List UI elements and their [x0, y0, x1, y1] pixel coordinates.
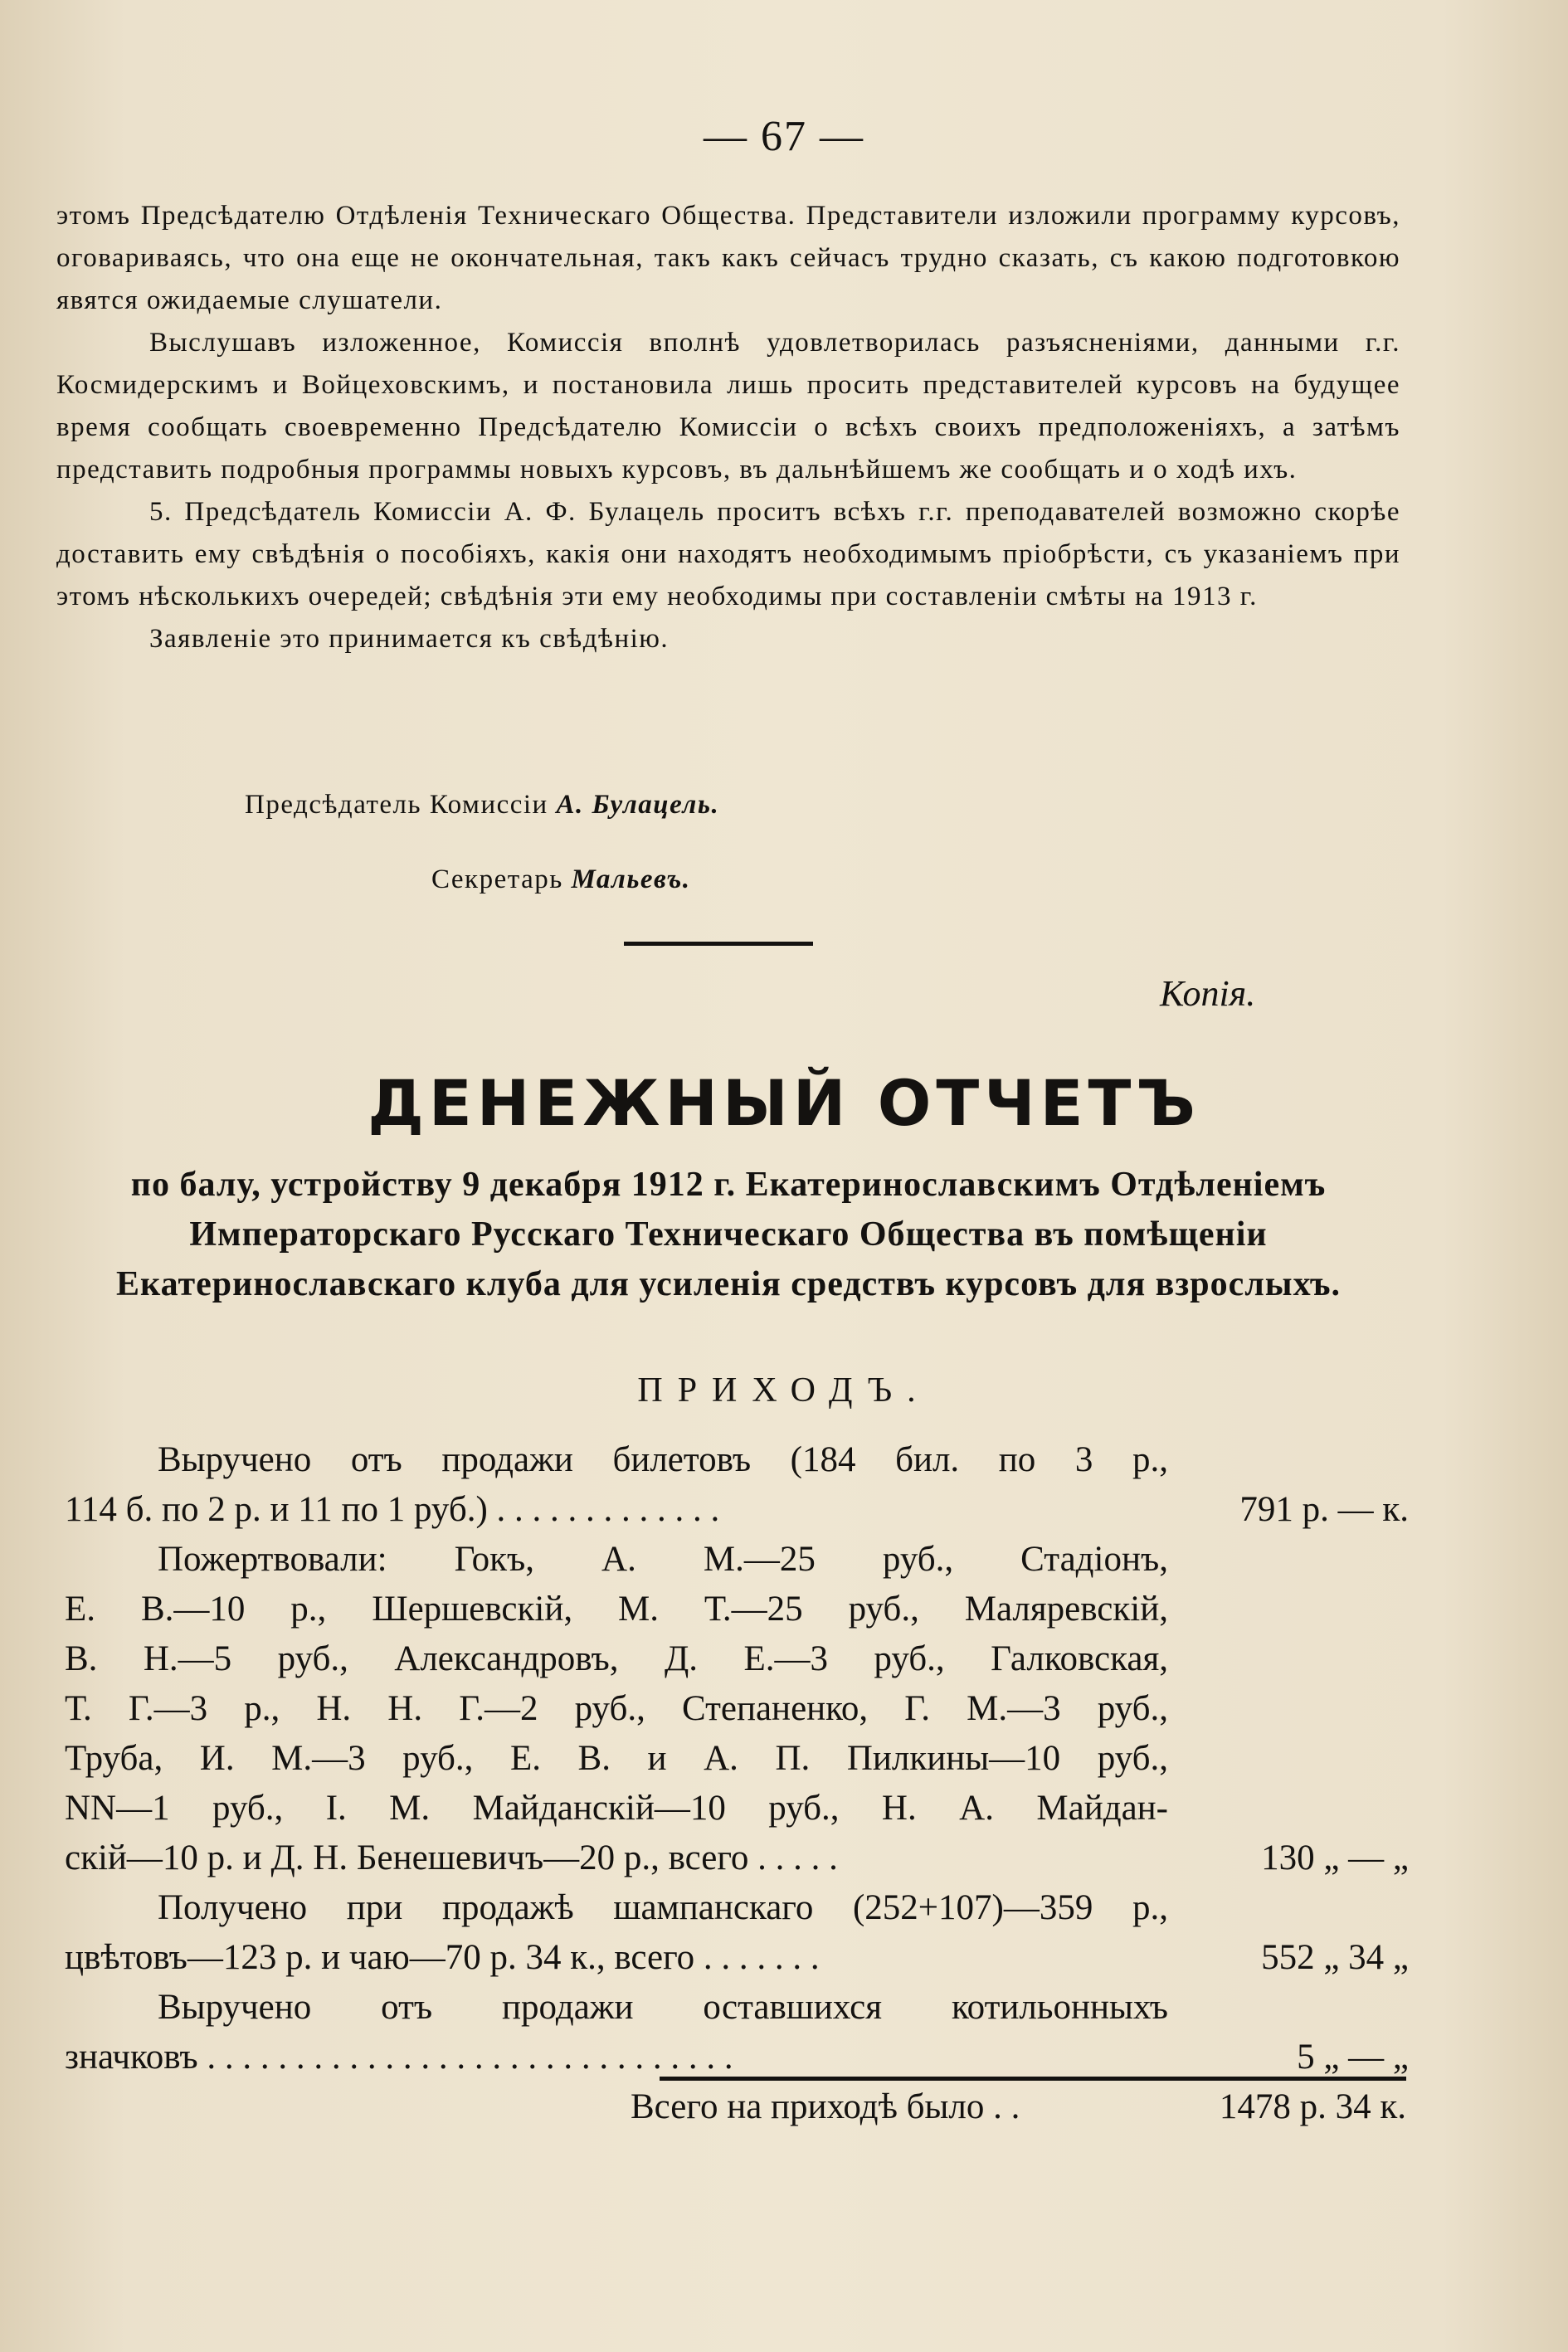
- secretary-label: Секретарь: [431, 864, 563, 894]
- income-line: Выручено отъ продажи билетовъ (184 бил. по 3 р.,: [158, 1440, 1168, 1479]
- income-total: [631, 2082, 1406, 2132]
- total-divider: [660, 2077, 1406, 2081]
- chairman-label: Предсѣдатель Комиссіи: [245, 790, 548, 820]
- income-line: цвѣтовъ—123 р. и чаю—70 р. 34 к., всего . . . . . . .: [65, 1938, 820, 1977]
- income-item-badges: [65, 1983, 1409, 2082]
- income-line: Е. В.—10 р., Шершевскій, М. Т.—25 руб., Маляревскій,: [65, 1590, 1168, 1629]
- income-line: Пожертвовали: Гокъ, А. М.—25 руб., Стадіонъ,: [158, 1540, 1168, 1579]
- income-amount: 791 р. — к.: [1239, 1490, 1409, 1529]
- income-heading: ПРИХОДЪ.: [637, 1371, 931, 1410]
- total-label: Всего на приходѣ было . .: [631, 2087, 1020, 2126]
- report-subtitle: по балу, устройству 9 декабря 1912 г. Екатеринославскимъ Отдѣленіемъ Императорскаго Русскаго Техническаго Общества въ помѣщеніи Екатеринославскаго клуба для усиленія средствъ курсовъ для взрослыхъ.: [116, 1166, 1341, 1303]
- income-amount: 552 „ 34 „: [1261, 1938, 1409, 1977]
- secretary-signature: [431, 864, 691, 895]
- income-amount: 130 „ — „: [1261, 1838, 1409, 1877]
- secretary-name: Мальевъ.: [571, 864, 691, 894]
- chairman-name: А. Булацель.: [556, 790, 720, 820]
- chairman-signature: [245, 790, 719, 821]
- income-line: NN—1 руб., І. М. Майданскій—10 руб., Н. А. Майдан-: [65, 1789, 1168, 1828]
- meeting-minutes: [56, 195, 1400, 660]
- minutes-paragraph-4: Заявленіе это принимается къ свѣдѣнію.: [149, 624, 670, 654]
- income-item-sales: [65, 1883, 1409, 1983]
- income-line: Выручено отъ продажи оставшихся котильонныхъ: [158, 1988, 1168, 2027]
- income-item-donations: [65, 1535, 1409, 1883]
- copy-mark: Копія.: [1160, 973, 1256, 1014]
- total-amount: 1478 р. 34 к.: [1219, 2087, 1406, 2126]
- minutes-paragraph-2: Выслушавъ изложенное, Комиссія вполнѣ удовлетворилась разъясненіями, данными г.г. Космидерскимъ и Войцеховскимъ, и постановила лишь просить представителей курсовъ на будущее время сообщать своевременно Предсѣдателю Комиссіи о всѣхъ своихъ предположеніяхъ, а затѣмъ представить подробныя программы новыхъ курсовъ, въ дальнѣйшемъ же сообщать и о ходѣ ихъ.: [56, 328, 1400, 485]
- income-line: Т. Г.—3 р., Н. Н. Г.—2 руб., Степаненко, Г. М.—3 руб.,: [65, 1689, 1168, 1728]
- income-line: скій—10 р. и Д. Н. Бенешевичъ—20 р., всего . . . . .: [65, 1838, 838, 1877]
- section-divider: [624, 942, 813, 946]
- minutes-paragraph-3: 5. Предсѣдатель Комиссіи А. Ф. Булацель проситъ всѣхъ г.г. преподавателей возможно скорѣе доставить ему свѣдѣнія о пособіяхъ, какія они находятъ необходимымъ пріобрѣсти, съ указаніемъ при этомъ нѣсколькихъ очередей; свѣдѣнія эти ему необходимы при составленіи смѣты на 1913 г.: [56, 497, 1400, 611]
- income-line: значковъ . . . . . . . . . . . . . . . . . . . . . . . . . . . . . .: [65, 2038, 733, 2077]
- income-list: [65, 1435, 1409, 2082]
- income-line: 114 б. по 2 р. и 11 по 1 руб.) . . . . . . . . . . . . .: [65, 1490, 720, 1529]
- minutes-paragraph-1: этомъ Предсѣдателю Отдѣленія Техническаго Общества. Представители изложили программу курсовъ, оговариваясь, что она еще не окончательная, такъ какъ сейчасъ трудно сказать, съ какою подготовкою явятся ожидаемые слушатели.: [56, 201, 1400, 315]
- income-item-tickets: [65, 1435, 1409, 1535]
- income-line: Получено при продажѣ шампанскаго (252+107)—359 р.,: [158, 1888, 1168, 1927]
- income-amount: 5 „ — „: [1297, 2038, 1409, 2077]
- page-number: — 67 —: [704, 113, 864, 160]
- income-line: Труба, И. М.—3 руб., Е. В. и А. П. Пилкины—10 руб.,: [65, 1739, 1168, 1778]
- report-title: ДЕНЕЖНЫЙ ОТЧЕТЪ: [368, 1066, 1200, 1140]
- income-line: В. Н.—5 руб., Александровъ, Д. Е.—3 руб., Галковская,: [65, 1639, 1168, 1678]
